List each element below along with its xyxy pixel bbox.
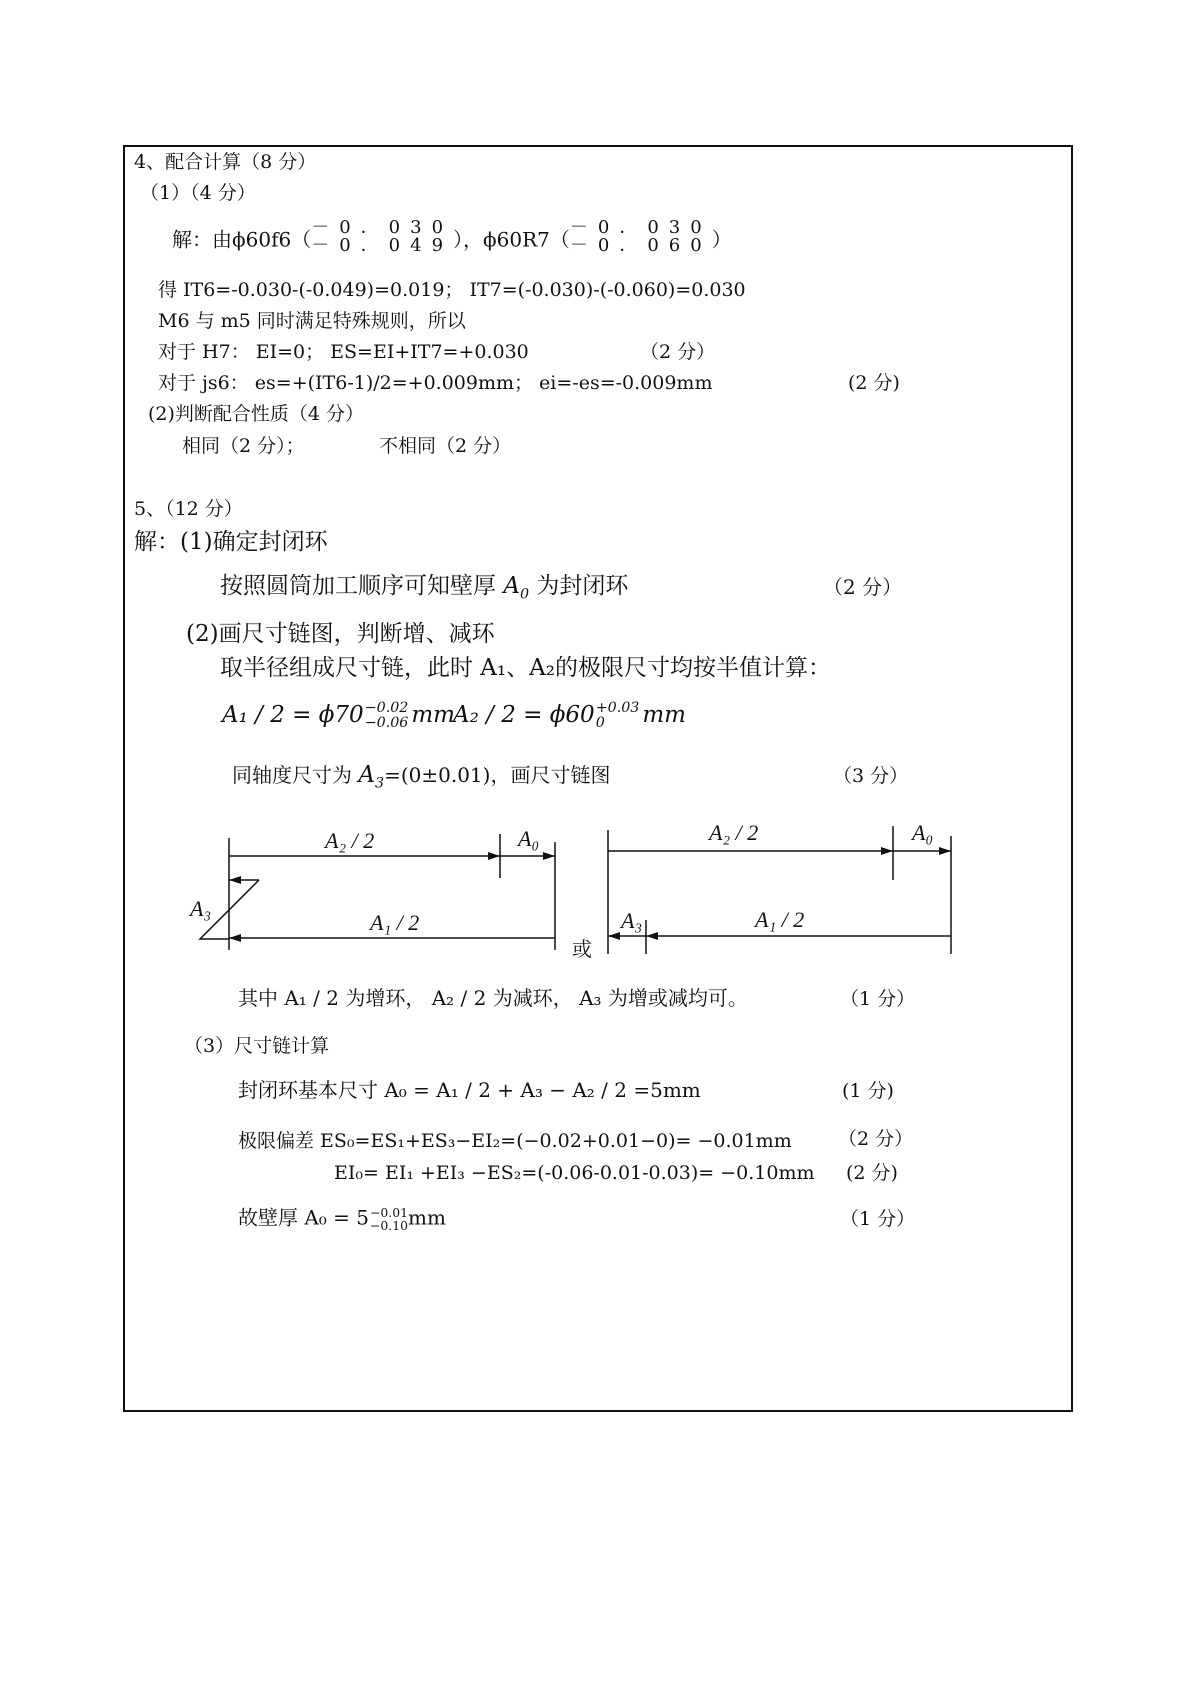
f6-lower: －0．049 xyxy=(311,235,454,256)
q5-part2: (2)画尺寸链图，判断增、减环 xyxy=(186,621,495,647)
eq2-lhs: A₂ / 2 = ϕ60 xyxy=(453,701,595,728)
left-a3-label: A₃ xyxy=(190,896,212,921)
q4-title: 4、配合计算（8 分） xyxy=(134,151,317,173)
f6-upper: －0．030 xyxy=(311,217,454,238)
wall-score: （1 分） xyxy=(840,1208,916,1230)
wall-thickness-line xyxy=(238,1206,446,1232)
a0-symbol: $A_0$ xyxy=(503,573,530,603)
f6-label: ϕ60f6（ xyxy=(232,227,312,252)
q5-part3: （3）尺寸链计算 xyxy=(184,1035,330,1057)
es-score: （2 分） xyxy=(838,1128,914,1150)
eq2-upper: +0.03 xyxy=(595,700,640,716)
closing-score: （2 分） xyxy=(823,575,903,599)
left-a0-label: A₀ xyxy=(518,826,540,851)
r7-close: ） xyxy=(711,227,732,252)
es-line: 极限偏差 ES₀=ES₁+ES₃−EI₂=(−0.02+0.01−0)= −0.01mm xyxy=(238,1130,792,1152)
coax-text-a: 同轴度尺寸为 xyxy=(232,763,359,787)
coax-text-b: =(0±0.01)，画尺寸链图 xyxy=(384,763,611,787)
ring-score: （1 分） xyxy=(840,988,916,1010)
ei-line: EI₀= EI₁ +EI₃ −ES₂=(-0.06-0.01-0.03)= −0.10mm xyxy=(334,1162,815,1184)
ring-type-line: 其中 A₁ / 2 为增环， A₂ / 2 为减环， A₃ 为增或减均可。 xyxy=(238,986,748,1010)
wall-upper: −0.01 xyxy=(370,1205,408,1220)
wall-lower: −0.10 xyxy=(370,1218,408,1234)
or-label: 或 xyxy=(572,939,592,961)
h7-line: 对于 H7： EI=0； ES=EI+IT7=+0.030 xyxy=(158,341,529,363)
right-a2-label: A₂ / 2 xyxy=(709,820,759,845)
js6-line: 对于 js6： es=+(IT6-1)/2=+0.009mm； ei=-es=-0.009mm xyxy=(158,372,713,394)
sol-prefix: 解：由 xyxy=(172,227,232,252)
a3-symbol: $A_3$ xyxy=(358,762,385,792)
it-line: 得 IT6=-0.030-(-0.049)=0.019； IT7=(-0.030)-(-0.060)=0.030 xyxy=(158,279,746,301)
eq1-lower: −0.06 xyxy=(364,714,409,731)
right-a3-label: A₃ xyxy=(621,908,643,933)
right-a0-label: A₀ xyxy=(912,820,934,845)
q4-part2: (2)判断配合性质（4 分） xyxy=(148,403,365,425)
rule-line: M6 与 m5 同时满足特殊规则，所以 xyxy=(158,310,466,332)
eq2-lower: 0 xyxy=(595,714,605,731)
h7-score: （2 分） xyxy=(640,341,716,363)
diff-answer: 不相同（2 分） xyxy=(379,435,512,457)
basic-score: (1 分) xyxy=(842,1080,894,1102)
left-a1-label: A₁ / 2 xyxy=(370,910,420,935)
closing-text-a: 按照圆筒加工顺序可知壁厚 xyxy=(220,573,504,599)
same-answer: 相同（2 分）； xyxy=(182,435,305,457)
r7-lower: －0．060 xyxy=(569,235,712,256)
eq1-upper: −0.02 xyxy=(364,700,409,716)
r7-upper: －0．030 xyxy=(569,217,712,238)
q5-title: 5、（12 分） xyxy=(134,498,243,520)
eq1-lhs: A₁ / 2 = ϕ70 xyxy=(222,701,364,728)
left-a2-label: A₂ / 2 xyxy=(325,828,375,853)
wall-tolerance xyxy=(370,1206,408,1232)
wall-unit: mm xyxy=(408,1205,446,1230)
wall-text: 故壁厚 A₀ = 5 xyxy=(238,1205,370,1230)
r7-sep: ），ϕ60R7（ xyxy=(453,227,570,252)
coax-score: （3 分） xyxy=(833,765,909,787)
q5-sol1: 解：(1)确定封闭环 xyxy=(134,529,328,555)
ei-score: (2 分) xyxy=(846,1162,898,1184)
q4-part1: （1）（4 分） xyxy=(140,182,256,204)
eq2-unit: mm xyxy=(642,701,686,728)
closing-text-b: 为封闭环 xyxy=(529,573,629,599)
basic-size-line: 封闭环基本尺寸 A₀ = A₁ / 2 + A₃ − A₂ / 2 =5mm xyxy=(238,1078,701,1102)
right-a1-label: A₁ / 2 xyxy=(755,907,805,932)
half-value-line: 取半径组成尺寸链，此时 A₁、A₂的极限尺寸均按半值计算： xyxy=(220,655,831,681)
js6-score: (2 分) xyxy=(848,372,900,394)
eq1-unit: mm xyxy=(411,701,455,728)
